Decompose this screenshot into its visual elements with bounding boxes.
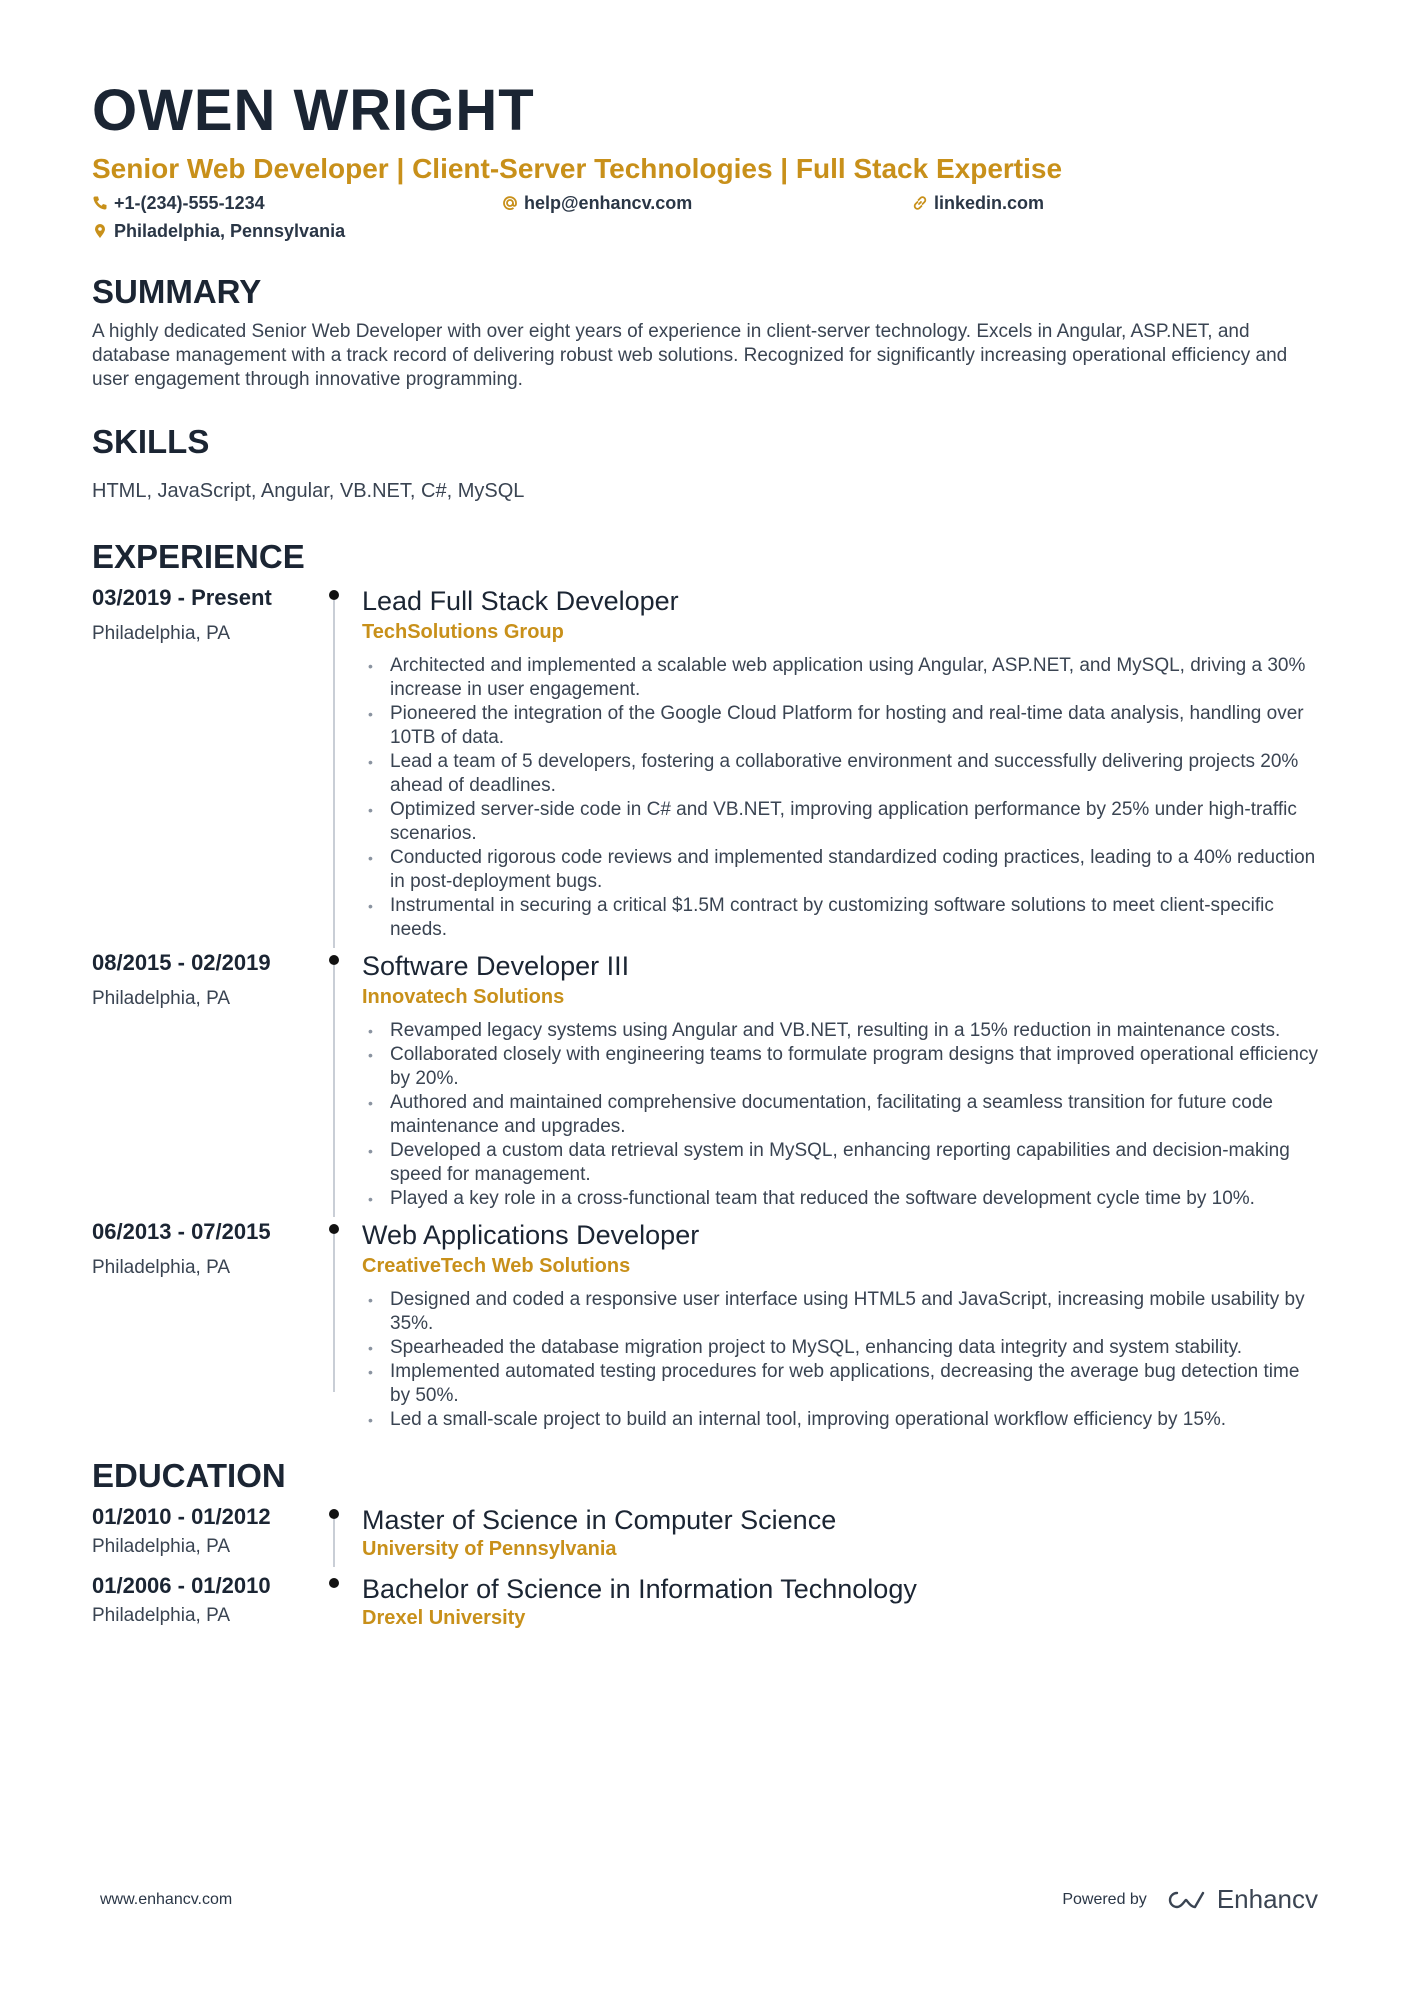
enhancv-logo-icon — [1163, 1888, 1209, 1912]
timeline-line — [333, 600, 335, 948]
achievement-item: • Architected and implemented a scalable web application using Angular, ASP.NET, and MySQL, driving a 30% increase in user engagement. — [362, 654, 1318, 702]
achievement-item: • Implemented automated testing procedures for web applications, decreasing the average bug detection time by 50%. — [362, 1360, 1318, 1408]
degree-title: Bachelor of Science in Information Technology — [362, 1574, 917, 1604]
achievement-item: • Developed a custom data retrieval system in MySQL, enhancing reporting capabilities and decision-making speed for management. — [362, 1139, 1318, 1187]
entry-date: 06/2013 - 07/2015 — [92, 1219, 271, 1244]
achievement-item: • Played a key role in a cross-functional team that reduced the software development cycle time by 10%. — [362, 1187, 1318, 1211]
company-name: CreativeTech Web Solutions — [362, 1255, 631, 1277]
job-title: Web Applications Developer — [362, 1220, 700, 1250]
timeline-dot — [329, 1578, 339, 1588]
phone-text: +1-(234)-555-1234 — [114, 193, 265, 213]
experience-list — [92, 585, 1318, 1432]
degree-title: Master of Science in Computer Science — [362, 1505, 837, 1535]
timeline-rail — [322, 950, 362, 1211]
company-name: Innovatech Solutions — [362, 986, 565, 1008]
powered-by — [1062, 1884, 1318, 1915]
experience-entry — [92, 1219, 1318, 1432]
timeline-dot — [329, 955, 339, 965]
achievement-item: • Authored and maintained comprehensive documentation, facilitating a seamless transition for future code maintenance and upgrades. — [362, 1091, 1318, 1139]
education-entry — [92, 1573, 1318, 1630]
education-heading: EDUCATION — [92, 1457, 286, 1494]
achievement-item: • Led a small-scale project to build an internal tool, improving operational workflow efficiency by 15%. — [362, 1408, 1318, 1432]
achievement-item: • Lead a team of 5 developers, fostering a collaborative environment and successfully delivering projects 20% ahead of deadlines. — [362, 750, 1318, 798]
school-name: University of Pennsylvania — [362, 1538, 617, 1560]
entry-date: 01/2010 - 01/2012 — [92, 1504, 271, 1529]
experience-heading: EXPERIENCE — [92, 538, 305, 575]
achievement-item: • Instrumental in securing a critical $1.5M contract by customizing software solutions to meet client-specific needs. — [362, 894, 1318, 942]
achievement-list — [362, 1019, 1318, 1211]
skills-text: HTML, JavaScript, Angular, VB.NET, C#, MySQL — [92, 480, 525, 502]
email-text: help@enhancv.com — [524, 193, 693, 213]
achievement-item: • Optimized server-side code in C# and VB.NET, improving application performance by 25% under high-traffic scenarios. — [362, 798, 1318, 846]
job-title: Software Developer III — [362, 951, 630, 981]
entry-location: Philadelphia, PA — [92, 988, 231, 1009]
timeline-line — [333, 1519, 335, 1567]
enhancv-logo-text: Enhancv — [1216, 1884, 1318, 1914]
timeline-rail — [322, 1573, 362, 1630]
contact-list — [92, 192, 1318, 242]
contact-phone[interactable] — [92, 192, 502, 214]
phone-icon — [92, 195, 108, 211]
company-name: TechSolutions Group — [362, 621, 564, 643]
location-text: Philadelphia, Pennsylvania — [114, 221, 346, 241]
timeline-dot — [329, 1509, 339, 1519]
summary-heading: SUMMARY — [92, 273, 262, 310]
page-footer — [100, 1884, 1318, 1915]
entry-date: 03/2019 - Present — [92, 585, 272, 610]
achievement-item: • Collaborated closely with engineering teams to formulate program designs that improved operational efficiency by 20%. — [362, 1043, 1318, 1091]
experience-entry — [92, 950, 1318, 1211]
candidate-name: OWEN WRIGHT — [92, 78, 535, 143]
achievement-item: • Designed and coded a responsive user interface using HTML5 and JavaScript, increasing mobile usability by 35%. — [362, 1288, 1318, 1336]
enhancv-logo[interactable] — [1163, 1884, 1318, 1915]
achievement-item: • Pioneered the integration of the Google Cloud Platform for hosting and real-time data analysis, handling over 10TB of data. — [362, 702, 1318, 750]
timeline-dot — [329, 590, 339, 600]
footer-url[interactable]: www.enhancv.com — [100, 1890, 233, 1908]
achievement-list — [362, 1288, 1318, 1432]
entry-location: Philadelphia, PA — [92, 1257, 231, 1278]
timeline-rail — [322, 1219, 362, 1432]
at-icon — [502, 195, 518, 211]
experience-entry — [92, 585, 1318, 942]
achievement-item: • Conducted rigorous code reviews and implemented standardized coding practices, leading to a 40% reduction in post-deployment bugs. — [362, 846, 1318, 894]
contact-email[interactable] — [502, 192, 912, 214]
entry-location: Philadelphia, PA — [92, 623, 231, 644]
linkedin-text: linkedin.com — [934, 193, 1045, 213]
timeline-line — [333, 965, 335, 1217]
summary-text: A highly dedicated Senior Web Developer with over eight years of experience in client-server technology. Excels in Angular, ASP.NET, and database management with a track record of delivering robust web solutions. Recognized for significantly increasing operational efficiency and user engagement through innovative programming. — [92, 321, 1288, 390]
achievement-item: • Revamped legacy systems using Angular and VB.NET, resulting in a 15% reduction in maintenance costs. — [362, 1019, 1318, 1043]
achievement-item: • Spearheaded the database migration project to MySQL, enhancing data integrity and system stability. — [362, 1336, 1318, 1360]
location-pin-icon — [92, 223, 108, 239]
powered-by-label: Powered by — [1062, 1890, 1147, 1908]
entry-date: 08/2015 - 02/2019 — [92, 950, 271, 975]
school-name: Drexel University — [362, 1607, 526, 1629]
entry-location: Philadelphia, PA — [92, 1605, 231, 1626]
entry-date: 01/2006 - 01/2010 — [92, 1573, 271, 1598]
education-entry — [92, 1504, 1318, 1561]
job-title: Lead Full Stack Developer — [362, 586, 679, 616]
achievement-list — [362, 654, 1318, 942]
timeline-rail — [322, 585, 362, 942]
timeline-line — [333, 1234, 335, 1392]
education-list — [92, 1504, 1318, 1630]
entry-location: Philadelphia, PA — [92, 1536, 231, 1557]
headline: Senior Web Developer | Client-Server Technologies | Full Stack Expertise — [92, 153, 1063, 184]
timeline-rail — [322, 1504, 362, 1561]
contact-location — [92, 220, 502, 242]
skills-heading: SKILLS — [92, 423, 210, 460]
contact-linkedin[interactable] — [912, 192, 1212, 214]
timeline-dot — [329, 1224, 339, 1234]
link-icon — [912, 195, 928, 211]
